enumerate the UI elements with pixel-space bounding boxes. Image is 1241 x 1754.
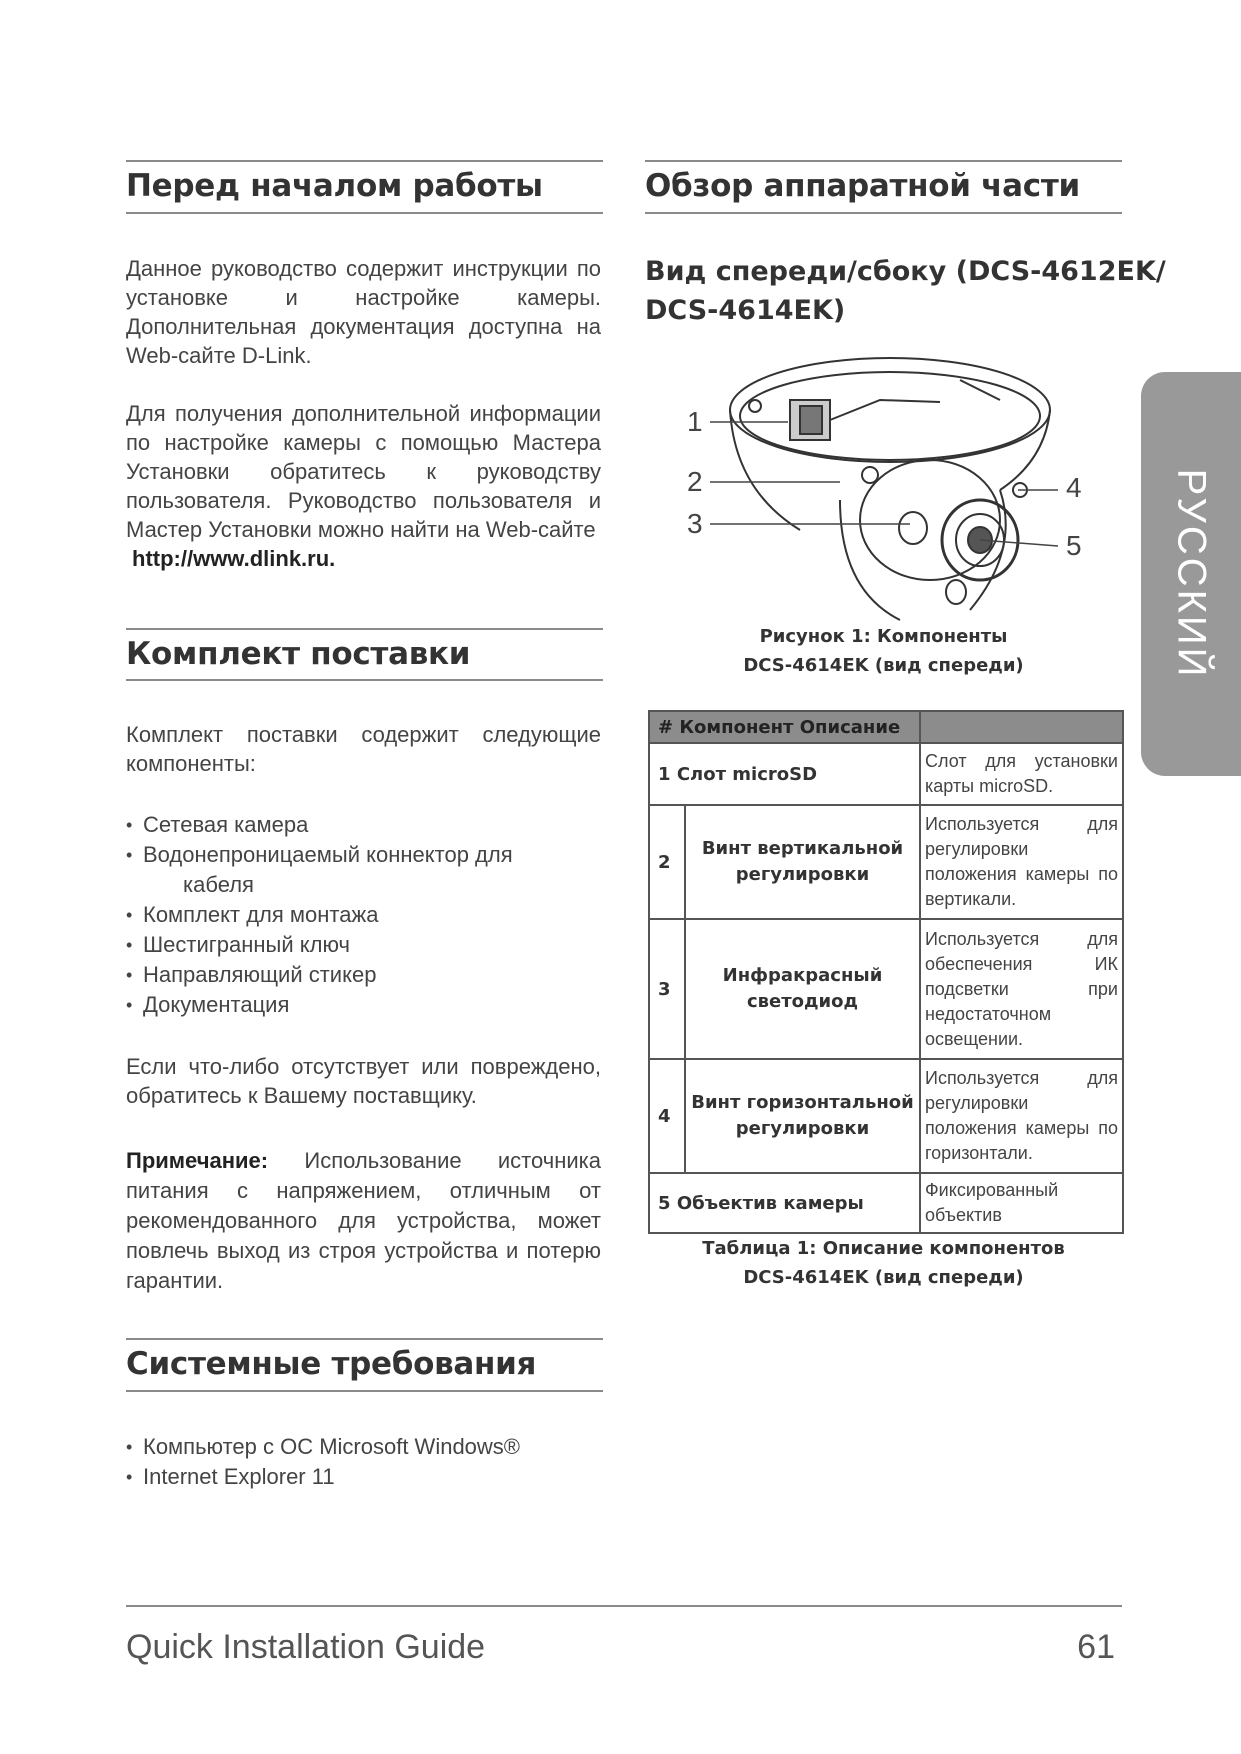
section-title-hardware: Обзор аппаратной части	[645, 168, 1080, 204]
list-item: • Водонепроницаемый коннектор для кабеля	[126, 840, 601, 900]
table-row	[649, 919, 1123, 1059]
list-item: • Компьютер с ОС Microsoft Windows®	[126, 1432, 601, 1462]
table-cell: Слот для установки карты microSD.	[920, 743, 1123, 805]
divider	[126, 160, 603, 162]
components-table	[648, 710, 1124, 1234]
section-title-before-start: Перед началом работы	[126, 168, 543, 204]
divider	[645, 160, 1122, 162]
table-row	[649, 1173, 1123, 1233]
caption-line: Рисунок 1: Компоненты	[759, 626, 1008, 647]
table-row	[649, 1059, 1123, 1173]
page-number: 61	[1077, 1628, 1115, 1666]
footer-title: Quick Installation Guide	[126, 1628, 486, 1666]
paragraph: Данное руководство содержит инструкции по установке и настройке камеры. Дополнительная документация доступна на Web-сайте D-Link.	[126, 256, 601, 368]
list-item: • Сетевая камера	[126, 810, 601, 840]
table-row	[649, 743, 1123, 805]
table-header-cell: # Компонент Описание	[649, 711, 920, 743]
table-cell: Используется для обеспечения ИК подсветки при недостаточном освещении.	[920, 919, 1123, 1059]
divider	[126, 628, 603, 630]
note	[126, 1146, 601, 1296]
callout-3: 3	[687, 508, 703, 539]
subtitle-line: Вид спереди/сбоку (DCS-4612EK/	[645, 256, 1166, 287]
requirements-list	[126, 1432, 601, 1492]
table-cell: Фиксированный объектив	[920, 1173, 1123, 1233]
table-row	[649, 805, 1123, 919]
section-title-package: Комплект поставки	[126, 636, 471, 672]
callout-1: 1	[687, 406, 703, 437]
divider	[126, 1390, 603, 1392]
caption-line: Таблица 1: Описание компонентов	[702, 1238, 1065, 1259]
table-header-cell	[920, 711, 1123, 743]
table-header-row	[649, 711, 1123, 743]
callout-4: 4	[1066, 472, 1082, 503]
divider	[126, 212, 603, 214]
callout-5: 5	[1066, 530, 1082, 561]
table-cell: 3	[649, 919, 685, 1059]
before-start-text	[126, 254, 601, 573]
package-list	[126, 810, 601, 1020]
table-cell: 4	[649, 1059, 685, 1173]
missing-notice: Если что-либо отсутствует или повреждено, обратитесь к Вашему поставщику.	[126, 1054, 601, 1108]
table-caption	[645, 1234, 1122, 1292]
subtitle-line: DCS-4614EK)	[645, 295, 846, 326]
figure-caption	[645, 622, 1122, 680]
language-tab-label: РУССКИЙ	[1169, 468, 1214, 680]
list-item: • Документация	[126, 990, 601, 1020]
table-cell: Инфракрасный светодиод	[685, 919, 920, 1059]
divider	[126, 1338, 603, 1340]
paragraph: Для получения дополнительной информации по настройке камеры с помощью Мастера Установки обратитесь к руководству пользователя. Руководство пользователя и Мастер Установки можно найти на Web-сайте	[126, 401, 601, 542]
divider	[645, 212, 1122, 214]
table-cell: 1 Слот microSD	[649, 743, 920, 805]
divider	[126, 679, 603, 681]
callout-2: 2	[687, 466, 703, 497]
footer-divider	[126, 1605, 1122, 1607]
table-cell: 2	[649, 805, 685, 919]
front-view-subtitle	[645, 252, 1166, 330]
caption-line: DCS-4614EK (вид спереди)	[743, 655, 1024, 676]
package-intro: Комплект поставки содержит следующие компоненты:	[126, 722, 601, 776]
table-cell: Используется для регулировки положения камеры по горизонтали.	[920, 1059, 1123, 1173]
caption-line: DCS-4614EK (вид спереди)	[743, 1267, 1024, 1288]
list-item: • Internet Explorer 11	[126, 1462, 601, 1492]
section-title-requirements: Системные требования	[126, 1346, 537, 1382]
camera-illustration	[640, 340, 1120, 630]
table-cell: 5 Объектив камеры	[649, 1173, 920, 1233]
table-cell: Винт горизонтальной регулировки	[685, 1059, 920, 1173]
note-text: Использование источника питания с напряжением, отличным от рекомендованного для устройства, может повлечь выход из строя устройства и потерю гарантии.	[126, 1148, 601, 1293]
note-label: Примечание:	[126, 1148, 269, 1173]
list-item: • Комплект для монтажа	[126, 900, 601, 930]
list-item: • Шестигранный ключ	[126, 930, 601, 960]
list-item: • Направляющий стикер	[126, 960, 601, 990]
table-cell: Используется для регулировки положения камеры по вертикали.	[920, 805, 1123, 919]
table-cell: Винт вертикальной регулировки	[685, 805, 920, 919]
dlink-link[interactable]: http://www.dlink.ru.	[132, 546, 336, 571]
